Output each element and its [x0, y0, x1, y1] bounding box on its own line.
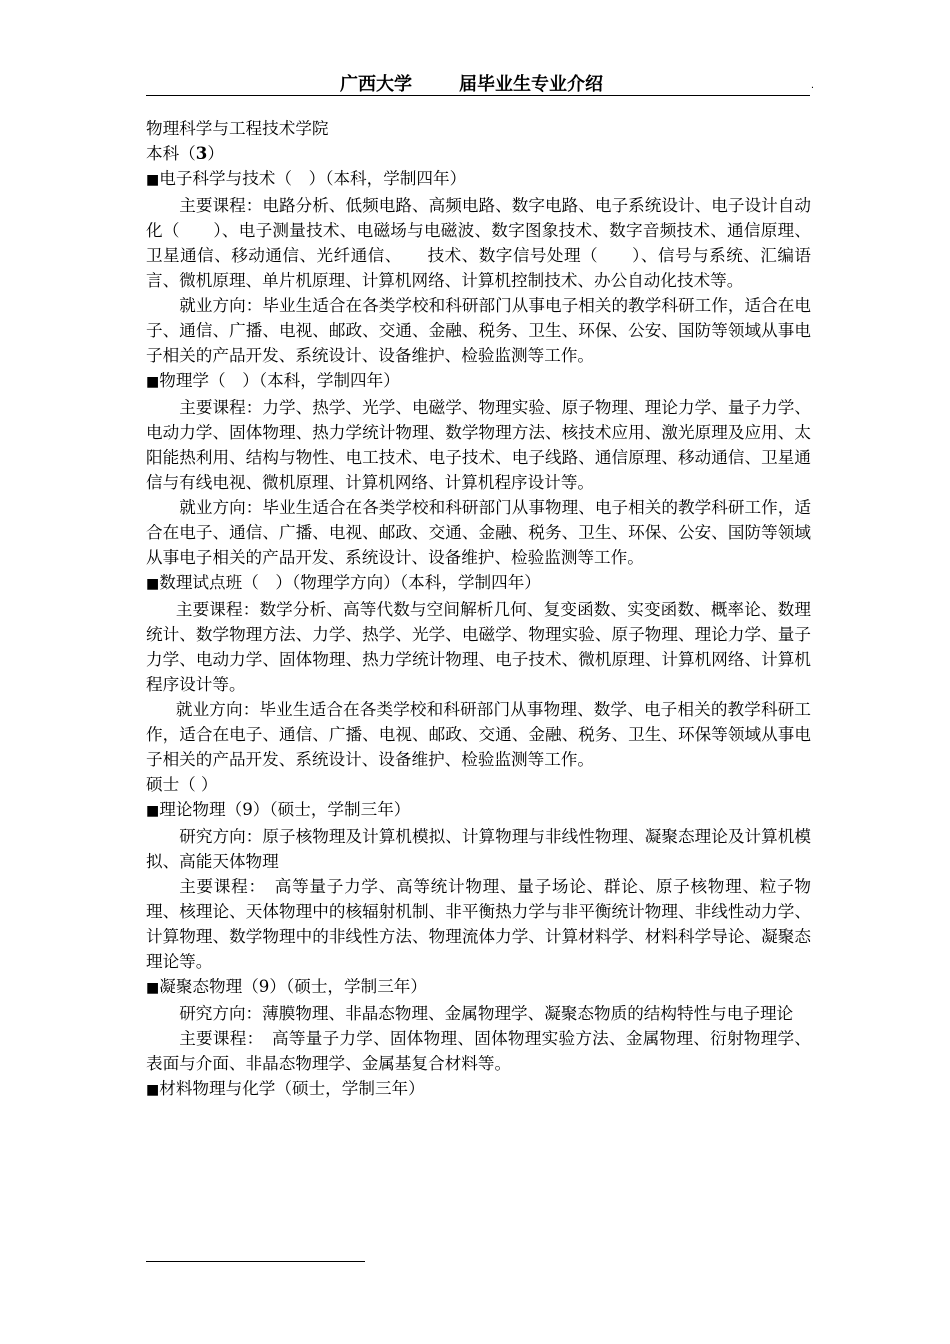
major-title-text: 数理试点班（ ）（物理学方向）（本科，学制四年） — [159, 573, 541, 592]
square-bullet-icon: ■ — [146, 576, 160, 592]
undergrad-close: ） — [207, 144, 224, 163]
square-bullet-icon: ■ — [146, 172, 160, 188]
master-major-title — [146, 797, 811, 824]
major-career: 就业方向：毕业生适合在各类学校和科研部门从事物理、数学、电子相关的教学科研工作，适合在电子、通信、广播、电视、邮政、交通、金融、税务、卫生、环保等领域从事电子相关的产品开发、系统设计、设备维护、检验监测等工作。 — [146, 700, 811, 769]
major-title-text: 物理学（ ）（本科，学制四年） — [159, 371, 400, 390]
master-major-title — [146, 1076, 811, 1103]
square-bullet-icon: ■ — [146, 374, 160, 390]
major-title — [146, 368, 811, 395]
document-body — [146, 116, 811, 1103]
square-bullet-icon: ■ — [146, 980, 160, 996]
header-school: 广西大学 — [340, 74, 412, 95]
major-courses: 主要课程：数学分析、高等代数与空间解析几何、复变函数、实变函数、概率论、数理统计、数学物理方法、力学、热学、光学、电磁学、物理实验、原子物理、理论力学、量子力学、电动力学、固体物理、热力学统计物理、电子技术、微机原理、计算机网络、计算机程序设计等。 — [146, 600, 811, 694]
square-bullet-icon: ■ — [146, 803, 160, 819]
major-career: 就业方向：毕业生适合在各类学校和科研部门从事物理、电子相关的教学科研工作，适合在电子、通信、广播、电视、邮政、交通、金融、税务、卫生、环保、公安、国防等领域从事电子相关的产品开发、系统设计、设备维护、检验监测等工作。 — [146, 498, 811, 567]
header-dot: . — [810, 80, 814, 91]
major-courses: 主要课程：电路分析、低频电路、高频电路、数字电路、电子系统设计、电子设计自动化（ ）、电子测量技术、电磁场与电磁波、数字图象技术、数字音频技术、通信原理、卫星通信、移动通信、光纤通信、 技术、数字信号处理（ ）、信号与系统、汇编语言、微机原理、单片机原理、计算机网络、计算机控制技术、办公自动化技术等。 — [146, 196, 811, 290]
header-title: 届毕业生专业介绍 — [459, 74, 603, 95]
major-courses: 主要课程：力学、热学、光学、电磁学、物理实验、原子物理、理论力学、量子力学、电动力学、固体物理、热力学统计物理、数学物理方法、核技术应用、激光原理及应用、太阳能热利用、结构与物性、电工技术、电子技术、电子线路、通信原理、移动通信、卫星通信与有线电视、微机原理、计算机网络、计算机程序设计等。 — [146, 398, 811, 492]
major-career: 就业方向：毕业生适合在各类学校和科研部门从事电子相关的教学科研工作，适合在电子、通信、广播、电视、邮政、交通、金融、税务、卫生、环保、公安、国防等领域从事电子相关的产品开发、系统设计、设备维护、检验监测等工作。 — [146, 296, 811, 365]
major-title — [146, 570, 811, 597]
master-courses: 主要课程： 高等量子力学、高等统计物理、量子场论、群论、原子核物理、粒子物理、核理论、天体物理中的核辐射机制、非平衡热力学与非平衡统计物理、非线性动力学、计算物理、数学物理中的非线性方法、物理流体力学、计算材料学、材料科学导论、凝聚态理论等。 — [146, 877, 811, 971]
undergrad-label: 本科（ — [146, 144, 196, 163]
major-title-text: 电子科学与技术（ ）（本科，学制四年） — [159, 169, 467, 188]
master-research: 研究方向：原子核物理及计算机模拟、计算物理与非线性物理、凝聚态理论及计算机模拟、高能天体物理 — [146, 827, 811, 871]
master-major-title — [146, 974, 811, 1001]
square-bullet-icon: ■ — [146, 1082, 160, 1098]
master-research: 研究方向：薄膜物理、非晶态物理、金属物理学、凝聚态物质的结构特性与电子理论 — [179, 1004, 794, 1023]
master-major-title-text: 理论物理（9）（硕士，学制三年） — [159, 800, 411, 819]
undergrad-heading — [146, 141, 811, 166]
college-name: 物理科学与工程技术学院 — [146, 119, 329, 138]
master-major-title-text: 材料物理与化学（硕士，学制三年） — [159, 1079, 425, 1098]
master-heading: 硕士（ ） — [146, 775, 218, 794]
undergrad-count: 3 — [195, 143, 208, 163]
footnote-separator — [146, 1261, 365, 1262]
major-title — [146, 166, 811, 193]
master-major-title-text: 凝聚态物理（9）（硕士，学制三年） — [159, 977, 427, 996]
master-courses: 主要课程： 高等量子力学、固体物理、固体物理实验方法、金属物理、衍射物理学、表面与介面、非晶态物理学、金属基复合材料等。 — [146, 1029, 811, 1073]
page-header — [146, 70, 814, 96]
